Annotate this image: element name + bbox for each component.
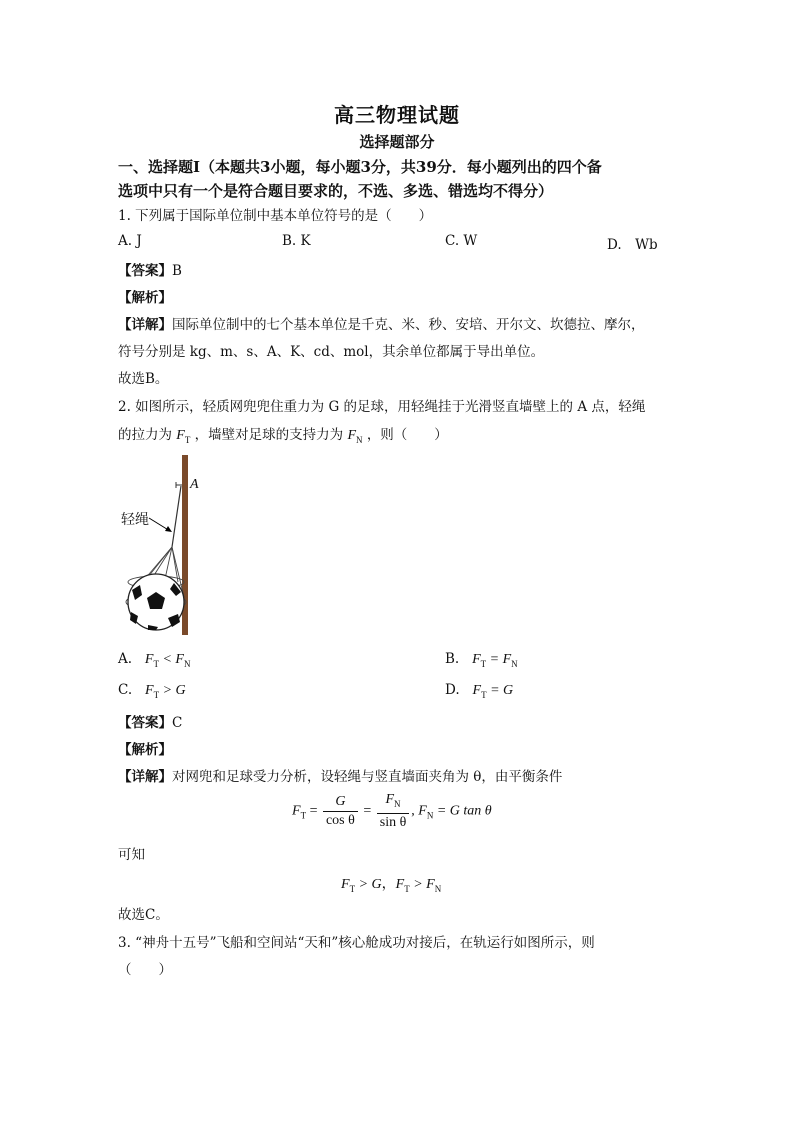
section-heading-line2: 选项中只有一个是符合题目要求的，不选、多选、错选均不得分）	[118, 182, 554, 200]
q2-analysis-tag: 【解析】	[118, 742, 172, 758]
section-subtitle: 选择题部分	[359, 133, 435, 151]
rope	[172, 486, 181, 547]
q1-option-a: A. J	[118, 233, 142, 249]
q2-fn-symbol: $F_N$	[347, 428, 363, 445]
q2-stem-text-b: ，墙壁对足球的支持力为	[194, 427, 344, 443]
q2-stem-line2	[118, 423, 448, 445]
q1-conclusion: 故选B。	[118, 371, 169, 387]
q2-conclusion: 故选C。	[118, 907, 169, 923]
q1-answer-line	[118, 259, 182, 279]
q2-answer: C	[172, 715, 183, 731]
q1-detail-line1	[118, 313, 645, 333]
q1-answer: B	[172, 263, 182, 279]
q2-stem-line1: 2. 如图所示，轻质网兜兜住重力为 G 的足球，用轻绳挂于光滑竖直墙壁上的 A 点，轻绳	[118, 399, 646, 415]
q1-analysis-tag: 【解析】	[118, 290, 172, 306]
q3-stem-line1: 3. “神舟十五号”飞船和空间站“天和”核心舱成功对接后，在轨运行如图所示，则	[118, 935, 595, 951]
q3-stem-line2: （ ）	[118, 962, 172, 978]
q2-result: $F_T > G$，$F_T > F_N$	[341, 877, 442, 894]
q2-stem-text-a: 的拉力为	[118, 427, 172, 443]
answer-tag: 【答案】	[118, 263, 172, 279]
page-title: 高三物理试题	[334, 103, 460, 127]
q2-detail-line1: 【详解】对网兜和足球受力分析，设轻绳与竖直墙面夹角为 θ，由平衡条件	[118, 769, 563, 785]
q1-detail-text1: 国际单位制中的七个基本单位是千克、米、秒、安培、开尔文、坎德拉、摩尔，	[172, 317, 645, 333]
q1-detail-line2: 符号分别是 kg、m、s、A、K、cd、mol，其余单位都属于导出单位。	[118, 344, 545, 360]
q2-stem-text-c: ，则（ ）	[366, 427, 448, 443]
q2-ft-symbol: $F_T$	[176, 428, 191, 445]
section-heading-line1: 一、选择题Ⅰ（本题共3小题，每小题3分，共39分．每小题列出的四个备	[118, 158, 602, 176]
q1-option-b: B. K	[282, 233, 311, 249]
figure-label-point-a: A	[190, 477, 199, 492]
q2-option-a: A. $F_T < F_N$	[118, 651, 191, 669]
q2-equation: $F_T$ = $\frac{G}{\text{cos θ}}$ = $\frac{F_N}{\text{sin θ}}$ , $F_N = G$ tan θ	[292, 792, 492, 830]
q2-figure	[118, 452, 238, 646]
q1-option-c: C. W	[445, 233, 478, 249]
q1-stem: 1. 下列属于国际单位制中基本单位符号的是（ ）	[118, 208, 433, 224]
detail-tag: 【详解】	[118, 317, 172, 333]
q1-option-d: D. Wb	[607, 237, 658, 253]
figure-label-rope: 轻绳	[121, 512, 149, 528]
q2-known: 可知	[118, 847, 145, 863]
q2-answer-line: 【答案】C	[118, 715, 183, 731]
q2-option-c: C. $F_T > G$	[118, 682, 186, 700]
q2-option-b: B. $F_T = F_N$	[445, 651, 518, 669]
ball-wall-diagram	[118, 452, 238, 642]
q2-option-d: D. $F_T = G$	[445, 682, 514, 700]
